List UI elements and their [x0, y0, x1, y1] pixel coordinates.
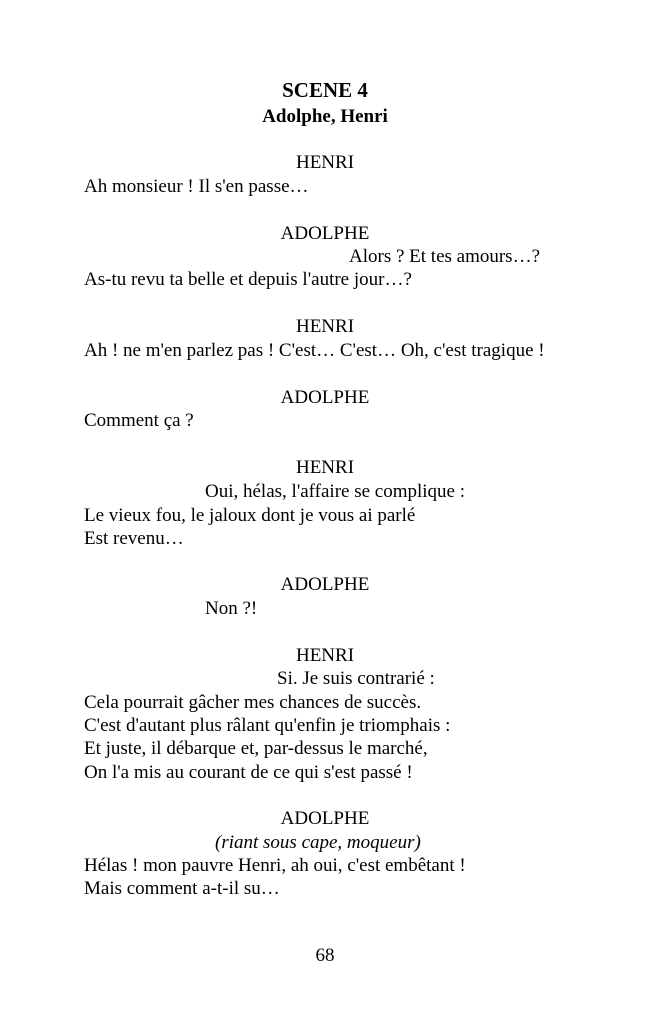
- speaker-name: ADOLPHE: [280, 387, 370, 408]
- dialogue-line: Ah monsieur ! Il s'en passe…: [84, 176, 309, 197]
- dialogue-line: Cela pourrait gâcher mes chances de succès.: [84, 692, 422, 713]
- speaker-name: ADOLPHE: [280, 808, 370, 829]
- speaker-name: ADOLPHE: [280, 223, 370, 244]
- dialogue-line: Mais comment a-t-il su…: [84, 878, 280, 899]
- dialogue-line: C'est d'autant plus râlant qu'enfin je triomphais :: [84, 715, 451, 736]
- dialogue-line: Hélas ! mon pauvre Henri, ah oui, c'est embêtant !: [84, 855, 466, 876]
- speaker-name: ADOLPHE: [280, 574, 370, 595]
- dialogue-line: As-tu revu ta belle et depuis l'autre jour…?: [84, 269, 412, 290]
- speaker-name: HENRI: [295, 316, 355, 337]
- dialogue-line: Le vieux fou, le jaloux dont je vous ai parlé: [84, 505, 416, 526]
- scene-title: SCENE 4: [282, 78, 368, 102]
- speaker-name: HENRI: [295, 152, 355, 173]
- dialogue-line: Alors ? Et tes amours…?: [349, 246, 541, 267]
- dialogue-line: Si. Je suis contrarié :: [277, 668, 435, 689]
- dialogue-line: Comment ça ?: [84, 410, 194, 431]
- page-number: 68: [315, 945, 335, 966]
- dialogue-line: Est revenu…: [84, 528, 184, 549]
- dialogue-line: Non ?!: [205, 598, 258, 619]
- dialogue-line: On l'a mis au courant de ce qui s'est passé !: [84, 762, 413, 783]
- speaker-name: HENRI: [295, 457, 355, 478]
- dialogue-line: Oui, hélas, l'affaire se complique :: [205, 481, 466, 502]
- speaker-name: HENRI: [295, 645, 355, 666]
- dialogue-line: Ah ! ne m'en parlez pas ! C'est… C'est… Oh, c'est tragique !: [84, 340, 545, 361]
- scene-characters: Adolphe, Henri: [262, 106, 388, 127]
- dialogue-line: Et juste, il débarque et, par-dessus le marché,: [84, 738, 428, 759]
- stage-direction: (riant sous cape, moqueur): [215, 832, 421, 853]
